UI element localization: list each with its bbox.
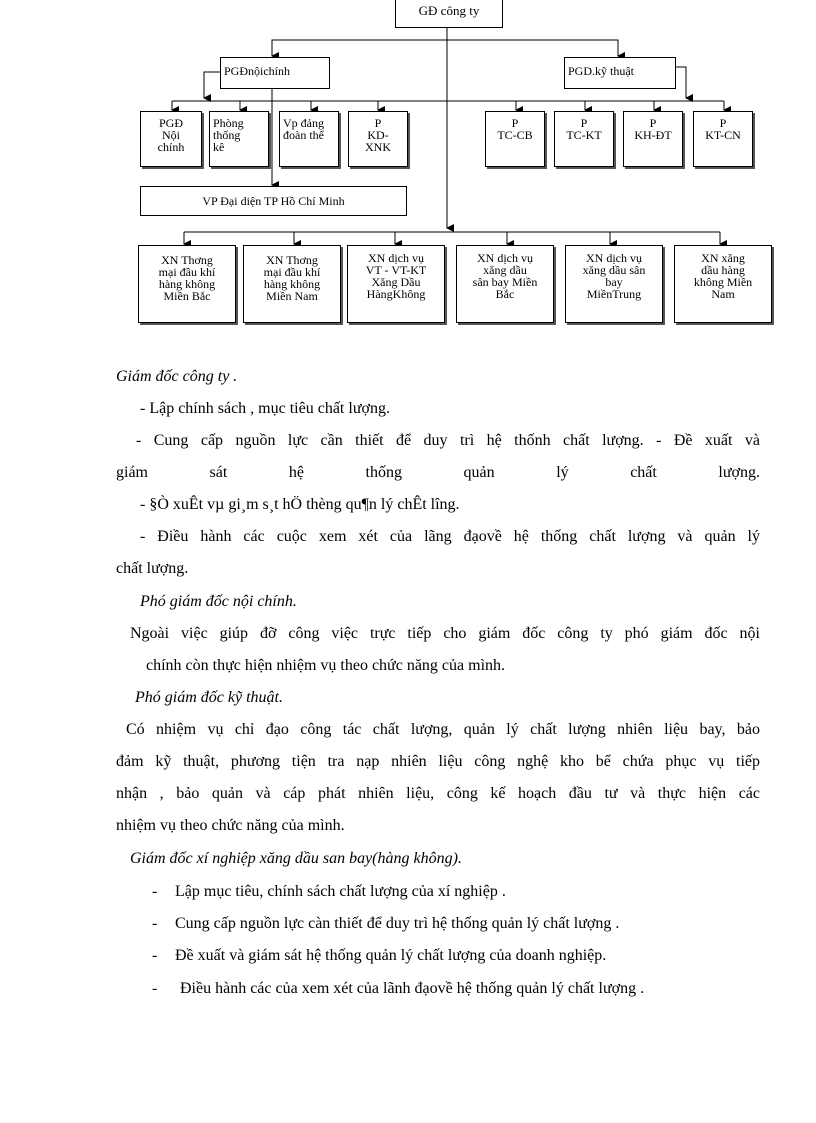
box-dept-kt-cn xyxy=(693,111,753,167)
pkt-line-2: đảm kỹ thuật, phương tiện tra nạp nhiên liệu công nghệ kho bể chứa phục vụ tiếp xyxy=(116,753,760,770)
connector-pgdkt-right xyxy=(676,67,686,98)
label: P KH-ĐT xyxy=(634,116,672,142)
label: PGĐnộichính xyxy=(224,64,290,78)
box-dept-kh-dt xyxy=(623,111,683,167)
label: XN xăng dầu hàng không Miền Nam xyxy=(693,251,753,301)
box-dept-tc-cb xyxy=(485,111,545,167)
xn-item-3: Đề xuất và giám sát hệ thống quản lý chất lượng của doanh nghiệp. xyxy=(175,947,607,964)
gd-item-3: - §Ò xuÊt vµ gi¸m s¸t hÖ thèng qu¶n lý chÊt lîng. xyxy=(140,496,460,513)
pkt-line-3: nhận , bảo quản và cáp phát nhiên liệu, công kế hoạch đầu tư và thực hiện các xyxy=(116,785,760,802)
label: P TC-CB xyxy=(497,116,533,142)
label: XN dịch vụ xăng dầu sân bay Miền Bắc xyxy=(472,251,538,301)
bullet-dash: - xyxy=(152,883,158,900)
label: XN Thơng mại đầu khí hàng không Miền Nam xyxy=(263,253,321,303)
box-dept-phong-thong-ke xyxy=(209,111,269,167)
label: P KD- XNK xyxy=(365,116,391,154)
label: P KT-CN xyxy=(705,116,741,142)
heading-gd-xi-nghiep: Giám đốc xí nghiệp xăng dầu san bay(hàng không). xyxy=(130,850,462,867)
bullet-dash: - xyxy=(152,980,158,997)
box-dept-tc-kt xyxy=(554,111,614,167)
pnc-line-2: chính còn thực hiện nhiệm vụ theo chức năng của mình. xyxy=(146,657,506,674)
pnc-line-1: Ngoài việc giúp đỡ công việc trực tiếp cho giám đốc công ty phó giám đốc nội xyxy=(130,625,760,642)
xn-item-1: Lập mục tiêu, chính sách chất lượng của xí nghiệp . xyxy=(175,883,506,900)
connector-pgdnc-left xyxy=(204,72,220,98)
box-xn-2 xyxy=(243,245,341,323)
box-pgd-ky-thuat xyxy=(564,57,676,89)
box-xn-1 xyxy=(138,245,236,323)
heading-pgd-ky-thuat: Phó giám đốc kỹ thuật. xyxy=(135,689,283,706)
label: PGD.kỹ thuật xyxy=(568,64,634,78)
gd-item-2-line-2: giám sát hệ thống quản lý chất lượng. xyxy=(116,464,760,481)
bullet-dash: - xyxy=(152,915,158,932)
label: XN dịch vụ xăng dầu sân bay MiềnTrung xyxy=(582,251,646,301)
xn-item-4: Điều hành các của xem xét của lãnh đạovề hệ thống quản lý chất lượng . xyxy=(180,980,645,997)
box-xn-3 xyxy=(347,245,445,323)
box-xn-6 xyxy=(674,245,772,323)
box-pgd-noi-chinh xyxy=(220,57,330,89)
box-dept-pgd-noi-chinh xyxy=(140,111,202,167)
box-vp-dai-dien xyxy=(140,186,407,216)
pkt-line-4: nhiệm vụ theo chức năng của mình. xyxy=(116,817,345,834)
box-xn-5 xyxy=(565,245,663,323)
gd-item-1: - Lập chính sách , mục tiêu chất lượng. xyxy=(140,400,390,417)
box-xn-4 xyxy=(456,245,554,323)
label: Phòng thống kê xyxy=(213,116,244,154)
box-dept-vp-dang xyxy=(279,111,339,167)
heading-pgd-noi-chinh: Phó giám đốc nội chính. xyxy=(140,593,297,610)
label: GĐ công ty xyxy=(418,3,480,18)
label: VP Đại diện TP Hồ Chí Minh xyxy=(202,194,345,208)
label: PGĐ Nội chính xyxy=(157,116,185,154)
box-dept-kd-xnk xyxy=(348,111,408,167)
gd-item-4-line-2: chất lượng. xyxy=(116,560,189,577)
label: XN dịch vụ VT - VT-KT Xăng Dầu HàngKhông xyxy=(365,251,427,301)
connector-top-to-pgd-kt xyxy=(447,40,618,56)
gd-item-4-line-1: - Điều hành các cuộc xem xét của lãng đạovề hệ thống chất lượng và quản lý xyxy=(140,528,760,545)
label: Vp đảng đoàn thể xyxy=(283,116,324,142)
connector-top-to-pgd-nc xyxy=(272,40,447,56)
label: XN Thơng mại đầu khí hàng không Miền Bắc xyxy=(158,253,216,303)
gd-item-2-line-1: - Cung cấp nguồn lực cần thiết để duy trì hệ thốnh chất lượng. - Đề xuất và xyxy=(136,432,760,449)
pkt-line-1: Có nhiệm vụ chỉ đạo công tác chất lượng, quản lý chất lượng nhiên liệu bay, bảo xyxy=(126,721,760,738)
heading-giam-doc: Giám đốc công ty . xyxy=(116,368,238,385)
bullet-dash: - xyxy=(152,947,158,964)
xn-item-2: Cung cấp nguồn lực càn thiết để duy trì hệ thống quản lý chất lượng . xyxy=(175,915,620,932)
label: P TC-KT xyxy=(566,116,602,142)
box-gd-cong-ty xyxy=(395,0,503,28)
